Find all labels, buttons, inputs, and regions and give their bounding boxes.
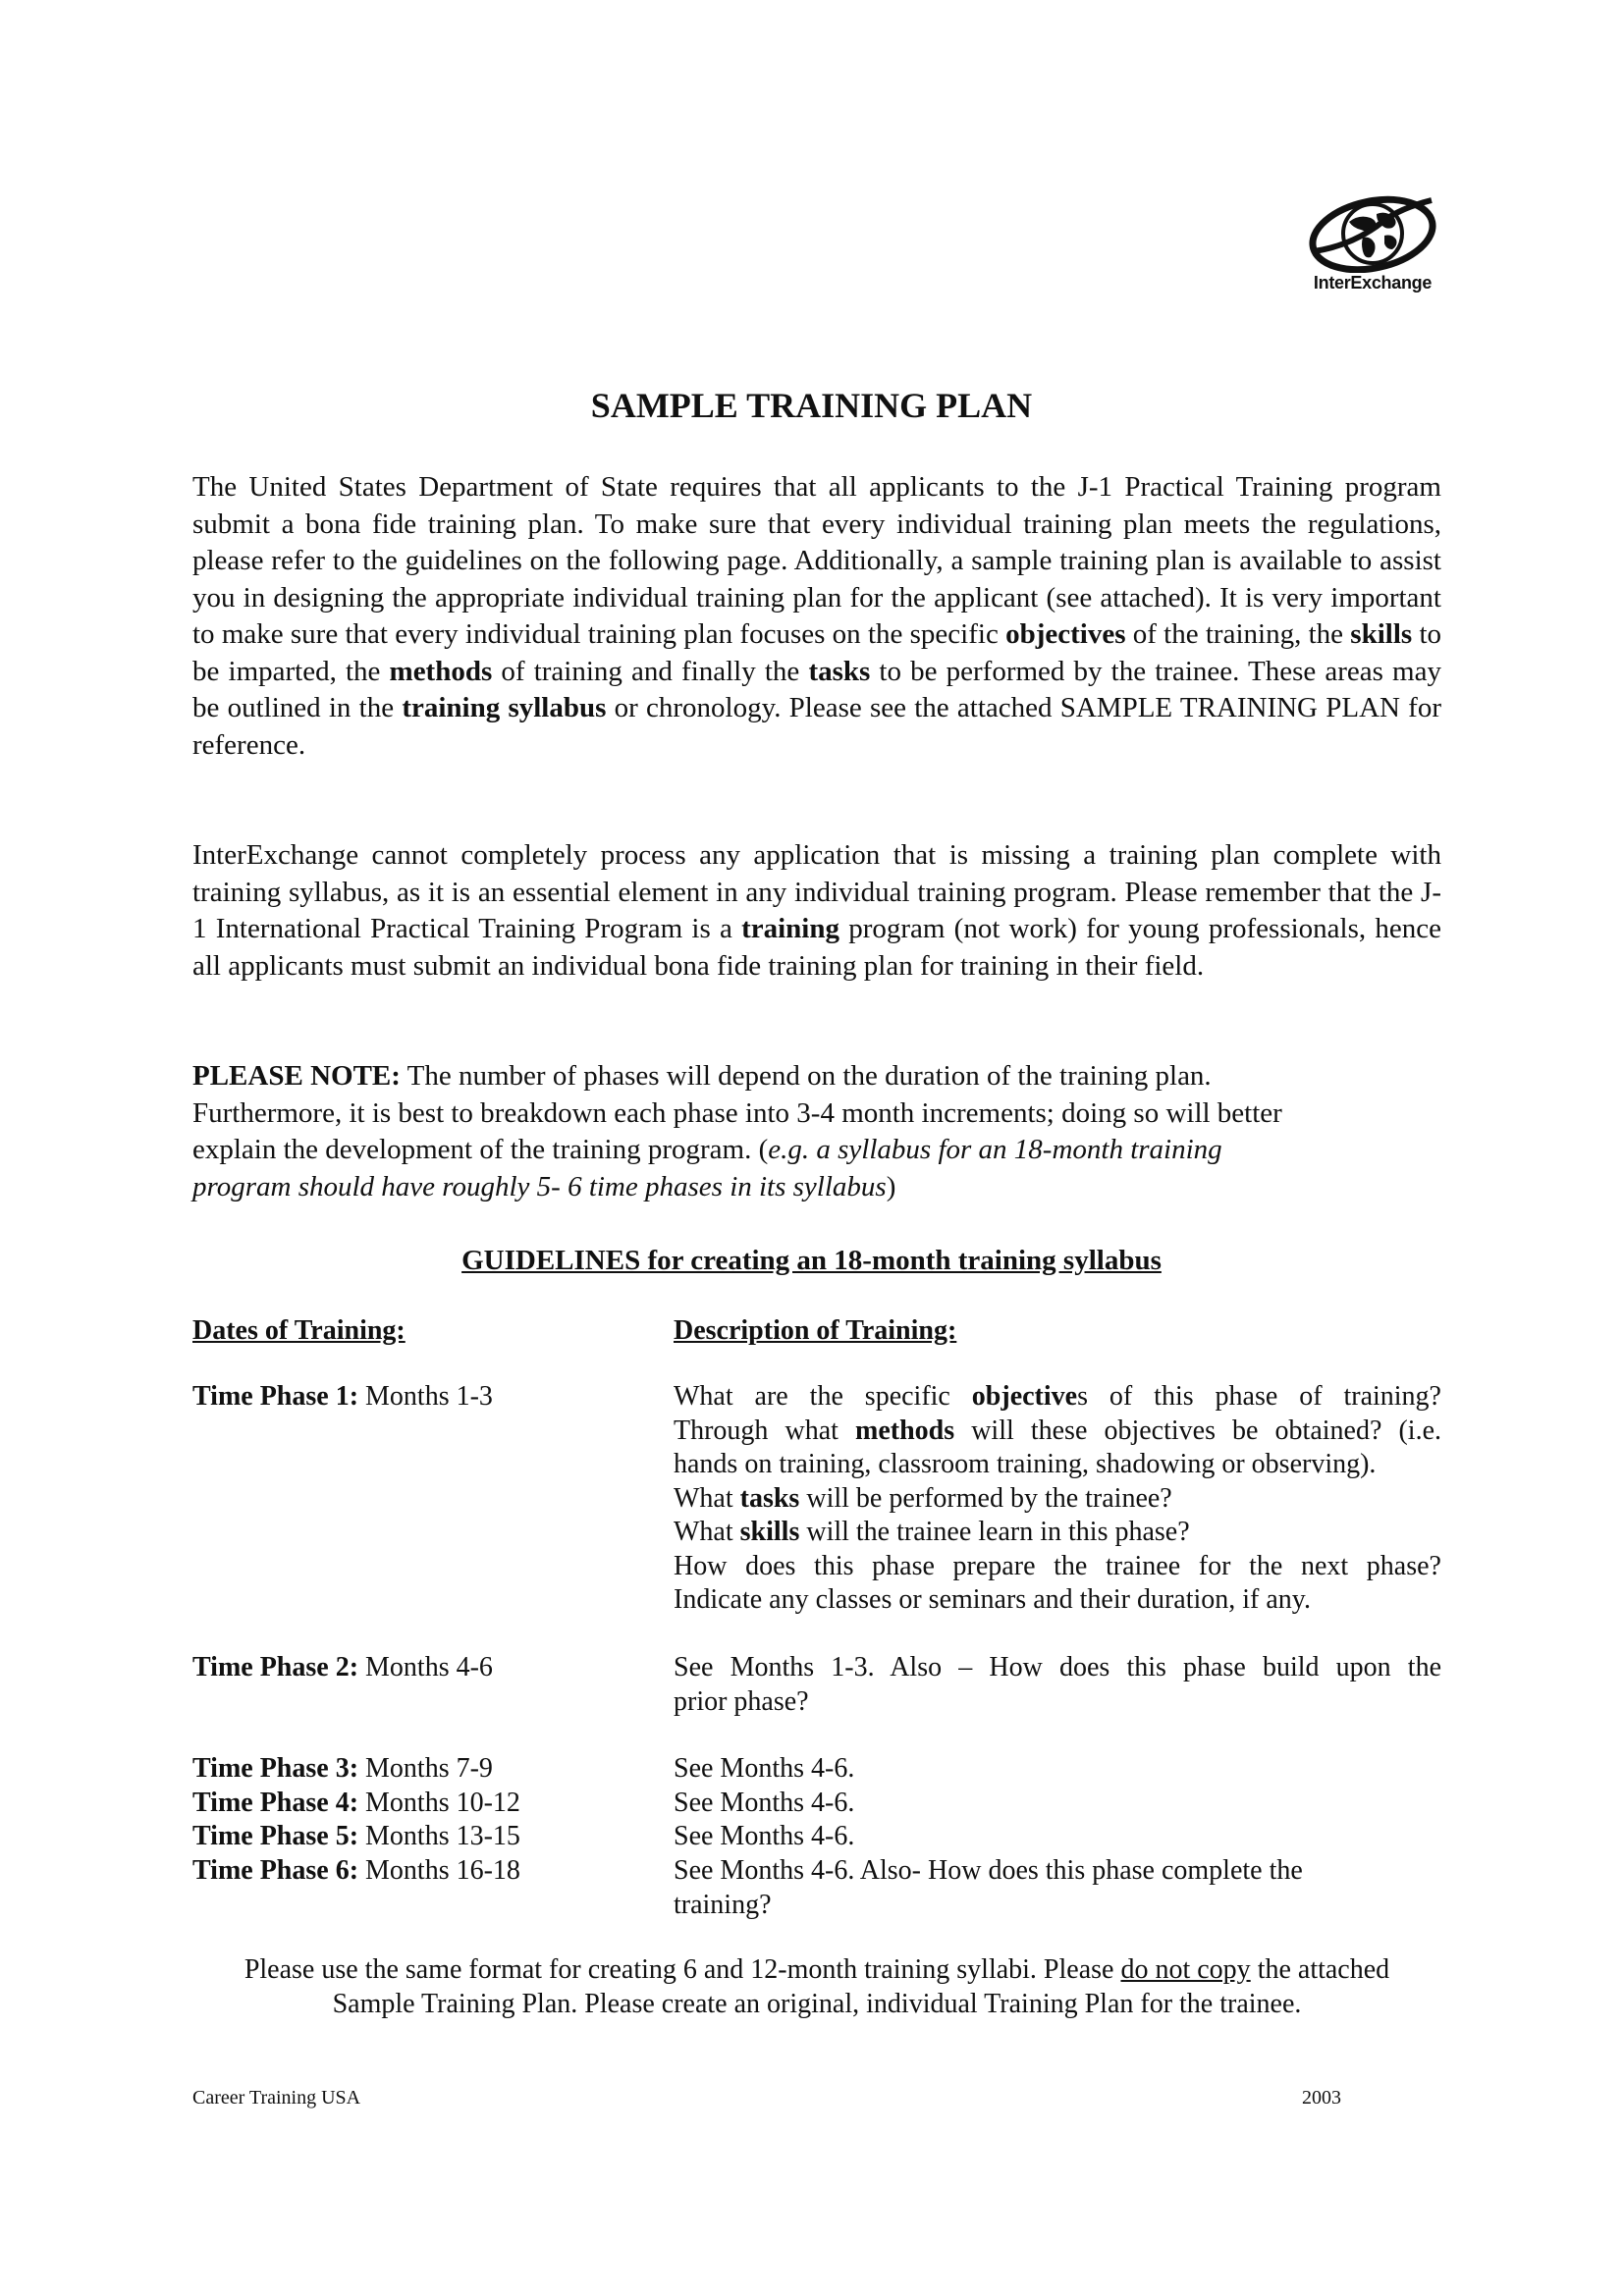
- description-column-header: Description of Training:: [674, 1315, 957, 1346]
- page-title: SAMPLE TRAINING PLAN: [590, 386, 1033, 425]
- logo-wordmark: InterExchange: [1313, 273, 1433, 293]
- phase-4-description: See Months 4-6.: [674, 1788, 855, 1818]
- interexchange-logo: [1294, 192, 1451, 300]
- requirement-paragraph: InterExchange cannot completely process any application that is missing a training plan complete with training syllabus, as it is an essential element in any individual training program. Please remember that the J-1 International Practical Training Program is a training program (not work) for young professionals, hence all applicants must submit an individual bona fide training plan for training in their field.: [192, 839, 1441, 982]
- phase-3-label: Time Phase 3: Months 7-9: [192, 1753, 493, 1784]
- phase-4-label: Time Phase 4: Months 10-12: [192, 1788, 520, 1818]
- closing-note: Please use the same format for creating 6 and 12-month training syllabi. Please do not copy the attached Sample Training Plan. Please create an original, individual Training Plan for the trainee.: [243, 1954, 1390, 2019]
- phase-5-label: Time Phase 5: Months 13-15: [192, 1821, 520, 1851]
- guidelines-heading: GUIDELINES for creating an 18-month training syllabus: [461, 1245, 1162, 1276]
- phase-6-description: See Months 4-6. Also- How does this phase complete the training?: [674, 1855, 1303, 1920]
- phase-2-label: Time Phase 2: Months 4-6: [192, 1652, 493, 1682]
- footer-year: 2003: [1302, 2087, 1341, 2109]
- please-note-paragraph: PLEASE NOTE: The number of phases will depend on the duration of the training plan. Furthermore, it is best to breakdown each phase into 3-4 month increments; doing so will better explain the development of the training program. (e.g. a syllabus for an 18-month training program should have roughly 5- 6 time phases in its syllabus): [192, 1060, 1282, 1202]
- phase-1-label: Time Phase 1: Months 1-3: [192, 1381, 493, 1412]
- intro-paragraph: The United States Department of State requires that all applicants to the J-1 Practical Training program submit a bona fide training plan. To make sure that every individual training plan meets the regulations, please refer to the guidelines on the following page. Additionally, a sample training plan is available to assist you in designing the appropriate individual training plan for the applicant (see attached). It is very important to make sure that every individual training plan focuses on the specific objectives of the training, the skills to be imparted, the methods of training and finally the tasks to be performed by the trainee. These areas may be outlined in the training syllabus or chronology. Please see the attached SAMPLE TRAINING PLAN for reference.: [192, 471, 1441, 761]
- phase-1-description: What are the specific objectives of this phase of training? Through what methods will these objectives be obtained? (i.e. hands on training, classroom training, shadowing or observing). What tasks will be performed by the trainee? What skills will the trainee learn in this phase? How does this phase prepare the trainee for the next phase? Indicate any classes or seminars and their duration, if any.: [674, 1381, 1441, 1615]
- phase-6-label: Time Phase 6: Months 16-18: [192, 1855, 520, 1886]
- globe-icon: [1308, 192, 1437, 273]
- phase-5-description: See Months 4-6.: [674, 1821, 855, 1851]
- dates-column-header: Dates of Training:: [192, 1315, 406, 1346]
- footer-left: Career Training USA: [192, 2087, 361, 2109]
- phase-3-description: See Months 4-6.: [674, 1753, 855, 1784]
- phase-2-description: See Months 1-3. Also – How does this phase build upon the prior phase?: [674, 1652, 1441, 1717]
